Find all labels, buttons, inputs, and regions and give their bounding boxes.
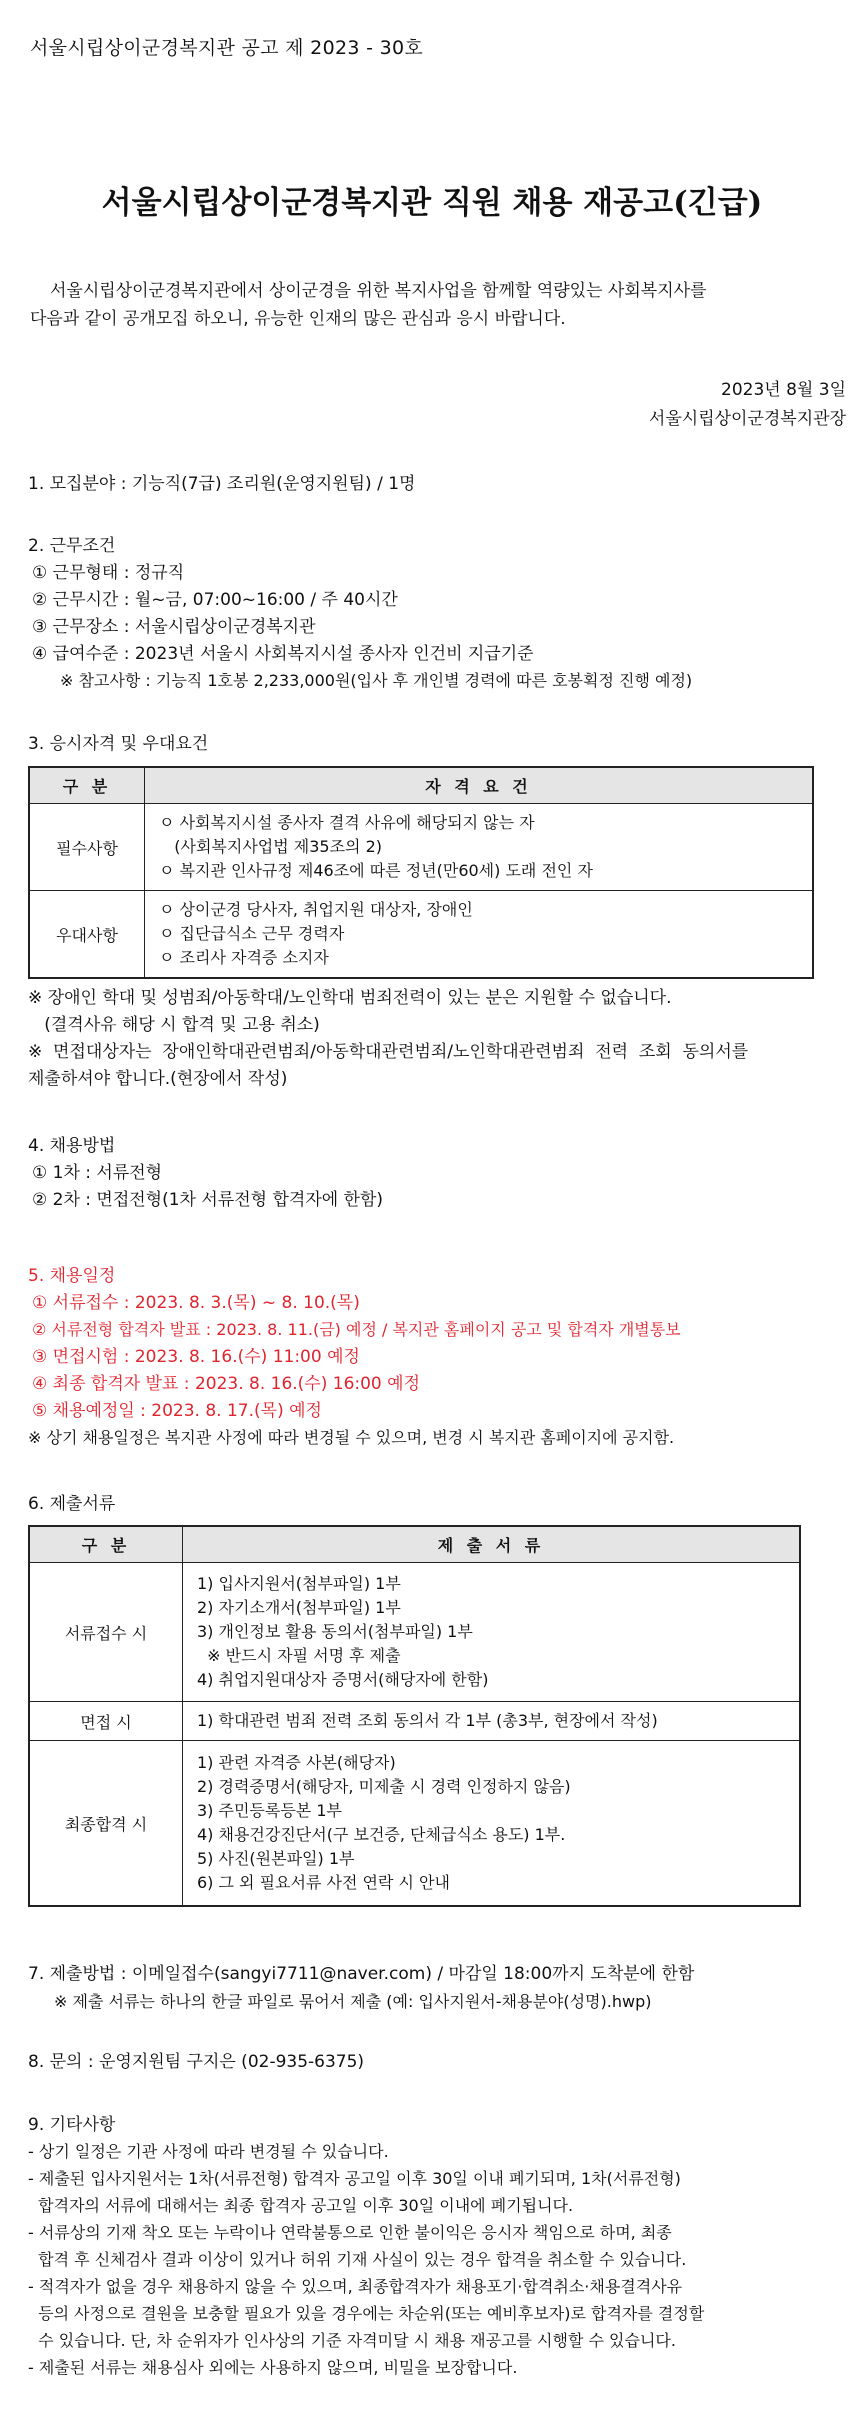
row-category: 우대사항 [29,891,145,979]
schedule-item: ① 서류접수 : 2023. 8. 3.(목) ~ 8. 10.(목) [32,1293,360,1313]
table-row [29,804,813,891]
document-line: 4) 채용건강진단서(구 보건증, 단체급식소 용도) 1부. [197,1825,566,1844]
document-line: 1) 학대관련 범죄 전력 조회 동의서 각 1부 (총3부, 현장에서 작성) [197,1711,658,1730]
row-category: 면접 시 [29,1702,183,1741]
schedule-item: ③ 면접시험 : 2023. 8. 16.(수) 11:00 예정 [32,1347,360,1367]
document-line: 1) 입사지원서(첨부파일) 1부 [197,1574,401,1593]
row-content [145,891,814,979]
other-notice-line: - 상기 일정은 기관 사정에 따라 변경될 수 있습니다. [28,2142,389,2161]
row-content [145,804,814,891]
section-9-heading: 9. 기타사항 [28,2115,116,2135]
section-4-heading: 4. 채용방법 [28,1136,116,1156]
document-line: 2) 경력증명서(해당자, 미제출 시 경력 인정하지 않음) [197,1777,571,1796]
section-3-heading: 3. 응시자격 및 우대요건 [28,734,209,754]
other-notice-line: - 제출된 입사지원서는 1차(서류전형) 합격자 공고일 이후 30일 이내 폐기되며, 1차(서류전형) [28,2169,681,2188]
notice-number: 서울시립상이군경복지관 공고 제 2023 - 30호 [30,37,423,59]
intro-line-1: 서울시립상이군경복지관에서 상이군경을 위한 복지사업을 함께할 역량있는 사회복지사를 [50,281,707,301]
hiring-method-item: ① 1차 : 서류전형 [32,1163,163,1183]
table-header-row [29,767,813,804]
other-notice-line: - 서류상의 기재 착오 또는 누락이나 연락불통으로 인한 불이익은 응시자 책임으로 하며, 최종 [28,2223,672,2242]
requirement-line: ㅇ 조리사 자격증 소지자 [159,948,329,967]
table-row [29,1563,800,1702]
hiring-method-item: ② 2차 : 면접전형(1차 서류전형 합격자에 한함) [32,1190,384,1210]
table-header-requirements: 자 격 요 건 [145,767,814,804]
document-line: 3) 개인정보 활용 동의서(첨부파일) 1부 [197,1622,473,1641]
row-content [183,1702,801,1741]
other-notice-line: - 제출된 서류는 채용심사 외에는 사용하지 않으며, 비밀을 보장합니다. [28,2358,518,2377]
work-condition-item: ① 근무형태 : 정규직 [32,563,185,583]
row-category: 필수사항 [29,804,145,891]
restriction-note: ※ 면접대상자는 장애인학대관련범죄/아동학대관련범죄/노인학대관련범죄 전력 조회 동의서를 [28,1042,749,1062]
submission-note: ※ 제출 서류는 하나의 한글 파일로 묶어서 제출 (예: 입사지원서-채용분야(성명).hwp) [54,1992,652,2011]
other-notice-line: 합격자의 서류에 대해서는 최종 합격자 공고일 이후 30일 이내에 폐기됩니다. [28,2196,574,2215]
other-notice-line: 등의 사정으로 결원을 보충할 필요가 있을 경우에는 차순위(또는 예비후보자)로 합격자를 결정할 [28,2304,705,2323]
work-condition-item: ④ 급여수준 : 2023년 서울시 사회복지시설 종사자 인건비 지급기준 [32,644,534,664]
other-notice-line: 합격 후 신체검사 결과 이상이 있거나 허위 기재 사실이 있는 경우 합격을 취소할 수 있습니다. [28,2250,687,2269]
requirement-line: ㅇ 상이군경 당사자, 취업지원 대상자, 장애인 [159,900,473,919]
table-header-category: 구 분 [29,767,145,804]
restriction-note: (결격사유 해당 시 합격 및 고용 취소) [28,1015,320,1035]
section-1-recruitment: 1. 모집분야 : 기능직(7급) 조리원(운영지원팀) / 1명 [28,474,416,494]
section-6-heading: 6. 제출서류 [28,1494,116,1514]
schedule-item: ⑤ 채용예정일 : 2023. 8. 17.(목) 예정 [32,1401,322,1421]
issuer: 서울시립상이군경복지관장 [648,409,846,429]
requirement-line: ㅇ 사회복지시설 종사자 결격 사유에 해당되지 않는 자 [159,813,535,832]
row-content [183,1741,801,1907]
other-notice-line: - 적격자가 없을 경우 채용하지 않을 수 있으며, 최종합격자가 채용포기·합격취소·채용결격사유 [28,2277,683,2296]
document-line: 3) 주민등록등본 1부 [197,1801,342,1820]
row-content [183,1563,801,1702]
table-row [29,891,813,979]
schedule-note: ※ 상기 채용일정은 복지관 사정에 따라 변경될 수 있으며, 변경 시 복지관 홈페이지에 공지함. [28,1428,675,1447]
document-line: 2) 자기소개서(첨부파일) 1부 [197,1598,401,1617]
table-row [29,1741,800,1907]
table-header-row [29,1526,800,1563]
table-header-category: 구 분 [29,1526,183,1563]
document-line: ※ 반드시 자필 서명 후 제출 [197,1646,401,1665]
section-7-submission: 7. 제출방법 : 이메일접수(sangyi7711@naver.com) / 마감일 18:00까지 도착분에 한함 [28,1964,695,1984]
document-line: 5) 사진(원본파일) 1부 [197,1849,355,1868]
row-category: 서류접수 시 [29,1563,183,1702]
other-notice-line: 수 있습니다. 단, 차 순위자가 인사상의 기준 자격미달 시 채용 재공고를 시행할 수 있습니다. [28,2331,676,2350]
table-header-documents: 제 출 서 류 [183,1526,801,1563]
page-title: 서울시립상이군경복지관 직원 채용 재공고(긴급) [101,185,763,221]
intro-line-2: 다음과 같이 공개모집 하오니, 유능한 인재의 많은 관심과 응시 바랍니다. [30,309,566,329]
requirement-line: ㅇ 복지관 인사규정 제46조에 따른 정년(만60세) 도래 전인 자 [159,861,593,880]
documents-table [28,1525,801,1907]
requirement-line: (사회복지사업법 제35조의 2) [159,837,383,856]
row-category: 최종합격 시 [29,1741,183,1907]
table-row [29,1702,800,1741]
section-2-heading: 2. 근무조건 [28,536,116,556]
schedule-item: ④ 최종 합격자 발표 : 2023. 8. 16.(수) 16:00 예정 [32,1374,421,1394]
qualification-table [28,766,814,979]
schedule-item: ② 서류전형 합격자 발표 : 2023. 8. 11.(금) 예정 / 복지관 홈페이지 공고 및 합격자 개별통보 [32,1320,681,1339]
document-line: 6) 그 외 필요서류 사전 연락 시 안내 [197,1873,450,1892]
section-5-heading: 5. 채용일정 [28,1266,116,1286]
notice-date: 2023년 8월 3일 [721,380,846,400]
document-line: 1) 관련 자격증 사본(해당자) [197,1753,396,1772]
section-8-contact: 8. 문의 : 운영지원팀 구지은 (02-935-6375) [28,2052,365,2072]
restriction-note: ※ 장애인 학대 및 성범죄/아동학대/노인학대 범죄전력이 있는 분은 지원할 수 없습니다. [28,988,672,1008]
work-condition-item: ② 근무시간 : 월~금, 07:00~16:00 / 주 40시간 [32,590,398,610]
requirement-line: ㅇ 집단급식소 근무 경력자 [159,924,345,943]
salary-note: ※ 참고사항 : 기능직 1호봉 2,233,000원(입사 후 개인별 경력에 따른 호봉획정 진행 예정) [60,671,693,690]
work-condition-item: ③ 근무장소 : 서울시립상이군경복지관 [32,617,316,637]
restriction-note: 제출하셔야 합니다.(현장에서 작성) [28,1069,288,1089]
document-line: 4) 취업지원대상자 증명서(해당자에 한함) [197,1670,489,1689]
